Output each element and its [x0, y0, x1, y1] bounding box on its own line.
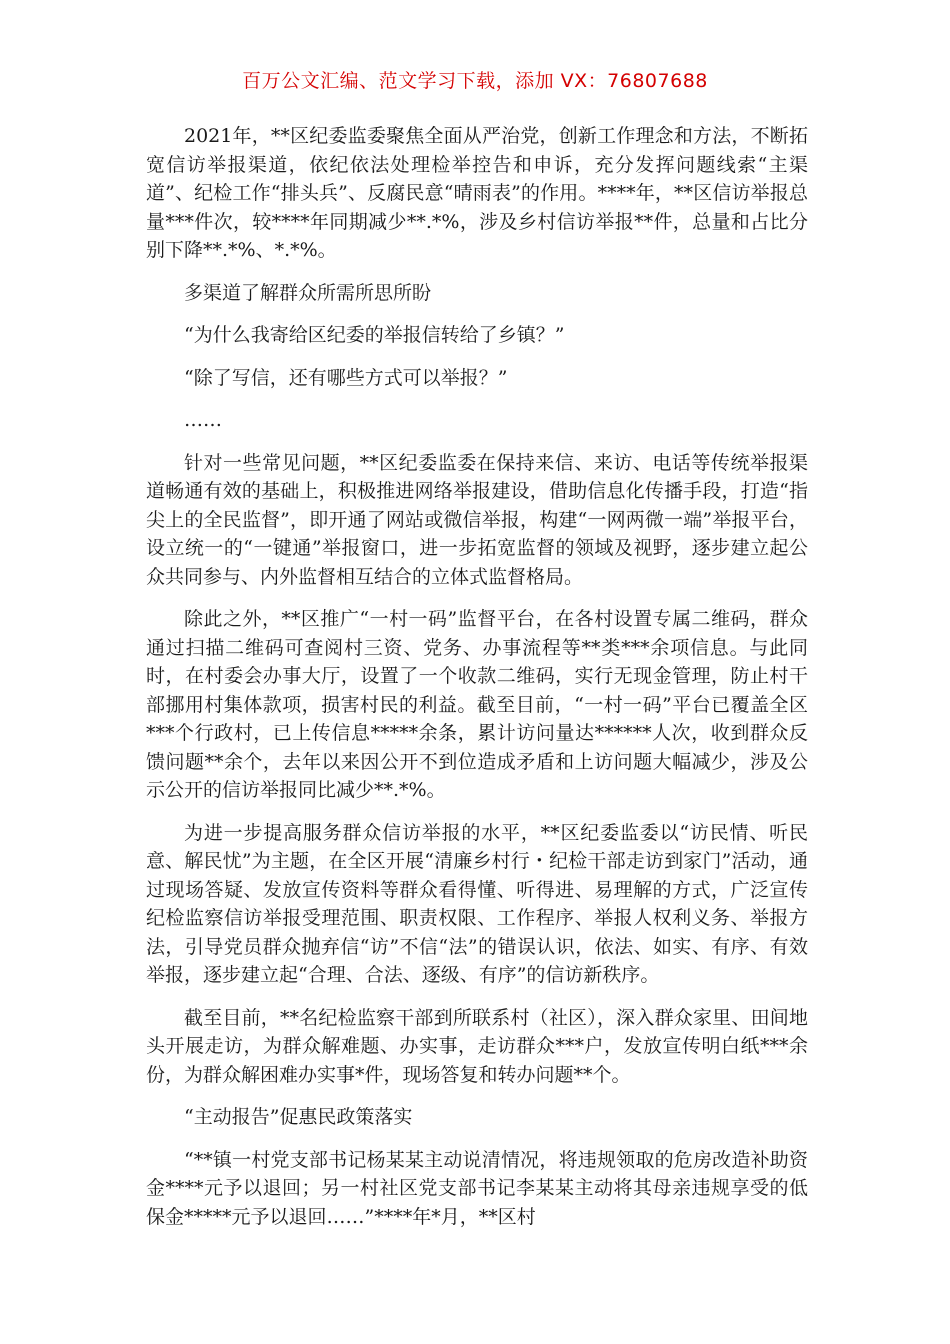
section-heading-reporting: “主动报告”促惠民政策落实: [184, 1106, 413, 1128]
document-body: [146, 122, 808, 1245]
section-heading-channels: 多渠道了解群众所需所思所盼: [184, 281, 432, 304]
paragraph-service: 为进一步提高服务群众信访举报的水平，**区纪委监委以“访民情、听民意、解民忧”为主题，在全区开展“清廉乡村行・纪检干部走访到家门”活动，通过现场答疑、发放宣传资料等群众看得懂、听得进、易理解的方式，广泛宣传纪检监察信访举报受理范围、职责权限、工作程序、举报人权利义务、举报方法，引导党员群众抛弃信“访”不信“法”的错误认识，依法、如实、有序、有效举报，逐步建立起“合理、合法、逐级、有序”的信访新秩序。: [146, 821, 808, 986]
paragraph-qr-code: 除此之外，**区推广“一村一码”监督平台，在各村设置专属二维码，群众通过扫描二维码可查阅村三资、党务、办事流程等**类***余项信息。与此同时，在村委会办事大厅，设置了一个收款二维码，实行无现金管理，防止村干部挪用村集体款项，损害村民的利益。截至目前，“一村一码”平台已覆盖全区***个行政村，已上传信息*****余条，累计访问量达******人次，收到群众反馈问题**余个，去年以来因公开不到位造成矛盾和上访问题大幅减少，涉及公示公开的信访举报同比减少**.*%。: [146, 608, 808, 801]
quote-question-1: “为什么我寄给区纪委的举报信转给了乡镇？”: [184, 324, 565, 346]
ellipsis-line: ……: [184, 409, 222, 431]
paragraph-visits: 截至目前，**名纪检监察干部到所联系村（社区），深入群众家里、田间地头开展走访，为群众解难题、办实事，走访群众***户，发放宣传明白纸***余份，为群众解困难办实事*件，现场答复和转办问题**个。: [146, 1006, 808, 1086]
paragraph-intro: 2021年，**区纪委监委聚焦全面从严治党，创新工作理念和方法，不断拓宽信访举报渠道，依纪依法处理检举控告和申诉，充分发挥问题线索“主渠道”、纪检工作“排头兵”、反腐民意“晴雨表”的作用。****年，**区信访举报总量***件次，较****年同期减少**.*%，涉及乡村信访举报**件，总量和占比分别下降**.*%、*.*%。: [146, 125, 808, 261]
paragraph-online-reporting: 针对一些常见问题，**区纪委监委在保持来信、来访、电话等传统举报渠道畅通有效的基础上，积极推进网络举报建设，借助信息化传播手段，打造“指尖上的全民监督”，即开通了网站或微信举报，构建“一网两微一端”举报平台，设立统一的“一键通”举报窗口，进一步拓宽监督的领域及视野，逐步建立起公众共同参与、内外监督相互结合的立体式监督格局。: [146, 451, 808, 588]
watermark-header: 百万公文汇编、范文学习下载，添加 VX：76807688: [242, 70, 708, 92]
paragraph-refund: “**镇一村党支部书记杨某某主动说清情况，将违规领取的危房改造补助资金****元予以退回；另一村社区党支部书记李某某主动将其母亲违规享受的低保金*****元予以退回……”****年*月，**区村: [146, 1148, 808, 1228]
quote-question-2: “除了写信，还有哪些方式可以举报？”: [184, 366, 508, 389]
